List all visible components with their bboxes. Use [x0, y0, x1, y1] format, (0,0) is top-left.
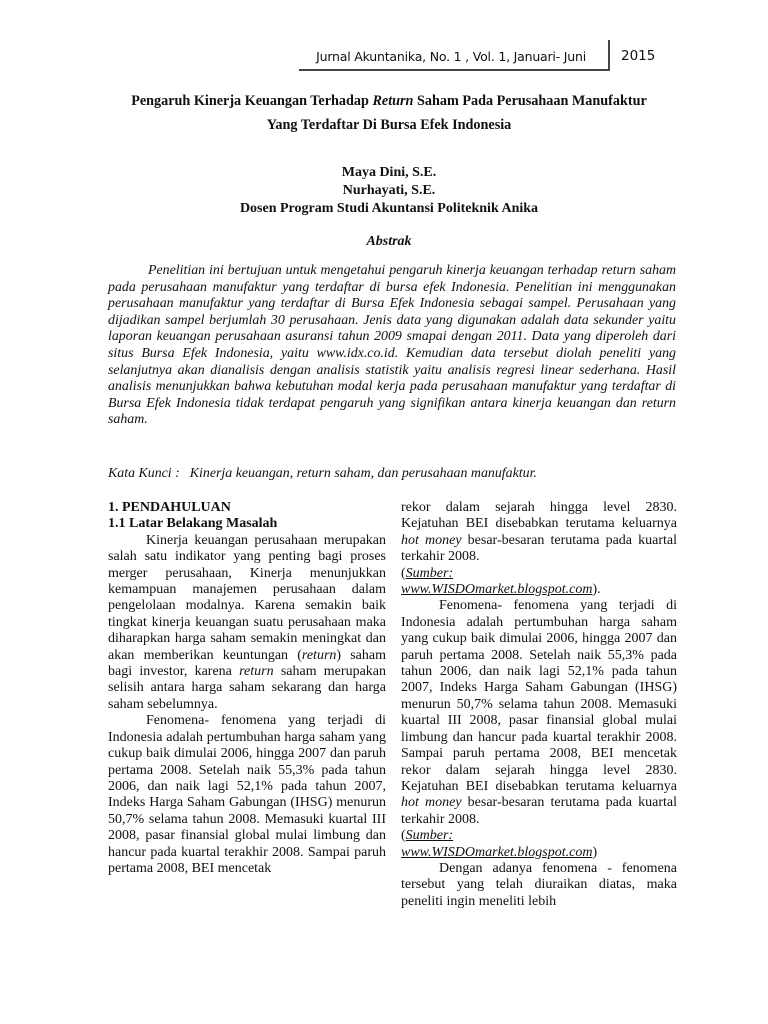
header-divider-vertical: [608, 40, 610, 70]
right-paragraph-3: Dengan adanya fenomena - fenomena tersebut yang telah diuraikan diatas, maka peneliti ingin meneliti lebih: [401, 860, 677, 909]
title-line-1: [90, 89, 688, 113]
source-link[interactable]: www.WISDOmarket.blogspot.com: [401, 844, 593, 860]
emphasis-hot-money: hot money: [401, 532, 462, 548]
keywords: [108, 466, 688, 482]
keywords-label: Kata Kunci :: [108, 466, 180, 481]
paper-title: [90, 89, 688, 137]
text-run: besar-besaran terutama pada kuartal terkahir 2008.: [401, 795, 677, 827]
text-run: (: [401, 565, 406, 581]
journal-year: 2015: [621, 48, 656, 64]
text-run: (: [401, 828, 406, 844]
text-run: Kinerja keuangan perusahaan merupakan salah satu indikator yang penting bagi proses merger perusahaan, Kinerja menunjukkan kemampuan manajemen perusahaan dalam pengelolaan modalnya. Karena semakin baik tingkat kinerja keuangan suatu perusahaan maka diharapkan harga saham semakin meningkat dan akan memberikan keuntungan (: [108, 532, 386, 663]
section-heading: 1. PENDAHULUAN: [108, 500, 231, 515]
emphasis-hot-money: hot money: [401, 795, 462, 811]
author-block: [90, 164, 688, 218]
text-run: saham merupakan selisih antara harga saham sekarang dan harga saham sebelumnya.: [108, 664, 386, 712]
running-header: [0, 40, 768, 72]
text-run: rekor dalam sejarah hingga level 2830. Kejatuhan BEI disebabkan terutama keluarnya: [401, 500, 677, 532]
abstract-heading: Abstrak: [366, 234, 412, 249]
header-divider-horizontal: [299, 69, 610, 71]
subsection-heading: 1.1 Latar Belakang Masalah: [108, 516, 278, 532]
text-run: ): [592, 844, 598, 860]
title-text-a: Pengaruh Kinerja Keuangan Terhadap: [131, 93, 373, 109]
source-label: Sumber:: [405, 565, 454, 581]
author-affiliation: Dosen Program Studi Akuntansi Politeknik Anika: [239, 201, 539, 216]
emphasis-return: return: [239, 664, 274, 680]
keywords-value: Kinerja keuangan, return saham, dan perusahaan manufaktur.: [189, 466, 537, 481]
title-line-2: Yang Terdaftar Di Bursa Efek Indonesia: [266, 117, 512, 133]
author-1: Maya Dini, S.E.: [341, 165, 437, 180]
intro-paragraph-1: [108, 533, 386, 713]
text-run: Fenomena- fenomena yang terjadi di Indonesia adalah pertumbuhan harga saham yang cukup baik dimulai 2006, hingga 2007 dan paruh pertama 2008. Setelah naik 55,3% pada tahun 2006, dan naik lagi 52,1% pada tahun 2007, Indeks Harga Saham Gabungan (IHSG) menurun 50,7% selama tahun 2008. Memasuki kuartal III 2008, pasar finansial global mulai limbung dan hancur pada kuartal terakhir 2008. Sampai paruh pertama 2008, BEI mencetak rekor dalam sejarah hingga level 2830. Kejatuhan BEI disebabkan terutama keluarnya: [401, 598, 677, 794]
text-run: besar-besaran terutama pada kuartal terkahir 2008.: [401, 532, 677, 565]
title-text-b: Saham Pada Perusahaan Manufaktur: [413, 93, 647, 109]
abstract-body: Penelitian ini bertujuan untuk mengetahui pengaruh kinerja keuangan terhadap return saham pada perusahaan manufaktur yang terdaftar di bursa efek Indonesia. Penelitian ini menggunakan perusahaan manufaktur yang terdaftar di Bursa Efek Indonesia sebagai sampel. Perusahaan yang dijadikan sampel berjumlah 30 perusahaan. Jenis data yang digunakan adalah data sekunder yaitu laporan keuangan perusahaan asuransi tahun 2009 smapai dengan 2011. Data yang diperoleh dari situs Bursa Efek Indonesia, yaitu www.idx.co.id. Kemudian data tersebut diolah peneliti yang selanjutnya akan dianalisis dengan analisis statistik yaitu analisis regresi linear sederhana. Hasil analisis menunjukkan bahwa kebutuhan modal kerja pada perusahaan manufaktur yang terdaftar di Bursa Efek Indonesia tidak terdapat pengaruh yang signifikan antara kinerja keuangan dan return saham.: [108, 263, 676, 428]
title-emphasis: Return: [372, 93, 414, 109]
text-run: ).: [592, 582, 601, 598]
intro-paragraph-2: Fenomena- fenomena yang terjadi di Indonesia adalah pertumbuhan harga saham yang cukup baik dimulai 2006, hingga 2007 dan paruh pertama 2008. Setelah naik 55,3% pada tahun 2006, dan naik lagi 52,1% pada tahun 2007, Indeks Harga Saham Gabungan (IHSG) menurun 50,7% selama tahun 2008. Memasuki kuartal III 2008, pasar finansial global mulai limbung dan hancur pada kuartal terakhir 2008. Sampai paruh pertama 2008, BEI mencetak: [108, 713, 386, 876]
journal-citation: Jurnal Akuntanika, No. 1 , Vol. 1, Januari- Juni: [316, 49, 586, 64]
emphasis-return: return: [301, 647, 337, 663]
text-run: ) saham bagi investor, karena: [108, 647, 386, 680]
continued-paragraph: [401, 500, 677, 598]
author-2: Nurhayati, S.E.: [342, 183, 436, 198]
left-column: [108, 500, 386, 877]
source-link[interactable]: www.WISDOmarket.blogspot.com: [401, 582, 593, 598]
right-column: [401, 500, 677, 910]
right-paragraph-2: [401, 598, 677, 861]
source-label: Sumber:: [405, 828, 454, 844]
